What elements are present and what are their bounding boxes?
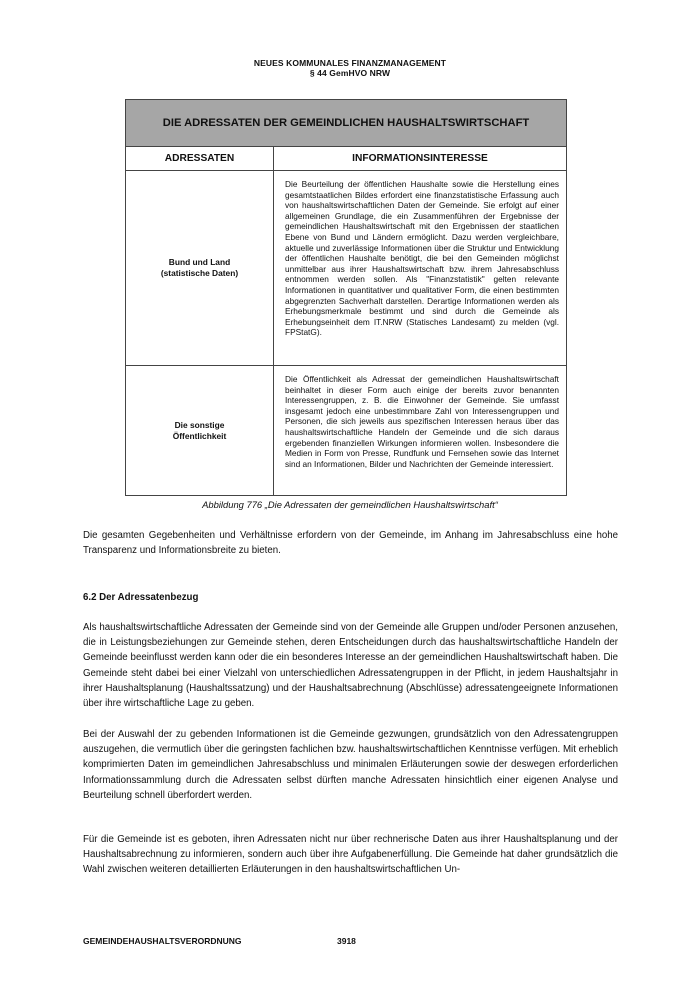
addressee-label-line-2: (statistische Daten) <box>160 268 239 278</box>
column-header-interest: INFORMATIONSINTERESSE <box>274 147 567 171</box>
addressee-label-line-1: Die sonstige <box>174 419 225 430</box>
header-line-2: § 44 GemHVO NRW <box>309 68 391 78</box>
page-header <box>0 58 700 78</box>
addressee-label-line-1: Bund und Land <box>168 257 231 267</box>
interest-text: Die Öffentlichkeit als Adressat der gemeindlichen Haushaltswirtschaft beinhaltet in dieser Form auch einige der bereits zuvor benannten Interessengruppen, z. B. die Einwohner der Gemeinde. Sie umfasst insgesamt jedoch eine unbestimmbare Zahl von Interessengruppen und Personen, die sich jeweils aus spezifischen Interessen heraus über das haushaltswirtschaftliche Handeln der Gemeinde und die sich daraus ergebenden finanziellen Wirkungen informieren wollen. Insbesondere die Medien in Form von Presse, Rundfunk und Fernsehen sowie das Internet sind an Informationen, Bilder und Nachrichten der Gemeinde interessiert. <box>285 374 559 469</box>
figure-caption: Abbildung 776 „Die Adressaten der gemeindlichen Haushaltswirtschaft“ <box>202 499 498 510</box>
addressee-label <box>126 366 274 496</box>
body-paragraph-1: Die gesamten Gegebenheiten und Verhältnisse erfordern von der Gemeinde, im Anhang im Jahresabschluss eine hohe Transparenz und Informationsbreite zu bieten. <box>83 530 618 557</box>
table-row <box>126 171 567 366</box>
addressee-label-line-2: Öffentlichkeit <box>172 430 227 441</box>
column-header-addressees: ADRESSATEN <box>126 147 274 171</box>
body-paragraph-2: Als haushaltswirtschaftliche Adressaten der Gemeinde sind von der Gemeinde alle Gruppen und/oder Personen anzusehen, die in Leistungsbeziehungen zur Gemeinde stehen, deren Entscheidungen durch das haushaltswirtschaftliche Handeln der Gemeinde beeinflusst werden kann oder die ein besonderes Interesse an der gemeindlichen Haushaltswirtschaft haben. Die Gemeinde steht dabei bei einer Vielzahl von unterschiedlichen Adressatengruppen in der Pflicht, in jedem Haushaltsjahr in ihrer Haushaltsplanung (Haushaltssatzung) und der Haushaltsabrechnung (Abschlüsse) adressatengeeignete Informationen über ihre wirtschaftliche Lage zu geben. <box>83 622 618 710</box>
body-paragraph-4: Für die Gemeinde ist es geboten, ihren Adressaten nicht nur über rechnerische Daten aus ihrer Haushaltsplanung und der Haushaltsabrechnung zu informieren, sondern auch über ihre Aufgabenerfüllung. Die Gemeinde hat daher grundsätzlich die Wahl zwischen weiteren detaillierten Erläuterungen in den haushaltswirtschaftlichen Un- <box>83 834 618 876</box>
footer-title: GEMEINDEHAUSHALTSVERORDNUNG <box>83 936 242 946</box>
addressees-table <box>125 99 567 496</box>
interest-cell <box>274 366 567 496</box>
section-heading: 6.2 Der Adressatenbezug <box>83 592 199 603</box>
header-line-1: NEUES KOMMUNALES FINANZMANAGEMENT <box>253 58 447 68</box>
interest-cell <box>274 171 567 366</box>
page-number: 3918 <box>337 936 356 946</box>
body-paragraph-3: Bei der Auswahl der zu gebenden Informationen ist die Gemeinde gezwungen, grundsätzlich von den Adressatengruppen auszugehen, die vermutlich über die geringsten fachlichen bzw. haushaltswirtschaftlichen Kenntnisse verfügen. Mit erheblich komprimierten Daten im gemeindlichen Jahresabschluss und minimalen Erläuterungen sowie der deswegen erforderlichen Informationssammlung durch die Adressaten selbst dürften manche Adressaten hinsichtlich einer eigenen Analyse und Beurteilung schnell überfordert werden. <box>83 729 618 801</box>
addressee-label <box>126 171 274 366</box>
table-row <box>126 366 567 496</box>
table-title: DIE ADRESSATEN DER GEMEINDLICHEN HAUSHALTSWIRTSCHAFT <box>126 100 567 147</box>
interest-text: Die Beurteilung der öffentlichen Haushalte sowie die Herstellung eines gesamtstaatlichen Bildes erfordert eine finanzstatistische Erfassung auch von haushaltswirtschaftlichen Daten der Gemeinde. Sie erfolgt auf einer allgemeinen Grundlage, die ein Zusammenführen der Ergebnisse der gemeindlichen Haushaltswirtschaft mit den Ergebnissen der staatlichen Ebene von Bund und Ländern ermöglicht. Dazu werden vergleichbare, aktuelle und zuverlässige Informationen über die Struktur und Entwicklung der öffentlichen Haushalte benötigt, die bei den Gemeinden möglichst unmittelbar aus ihrer Haushaltswirtschaft bzw. ihrem Jahresabschluss entnommen werden sollen. Als "Finanzstatistik" gelten relevante Informationen in quantitativer und qualitativer Form, die einen bestimmten abgegrenzten Sachverhalt darstellen. Derartige Informationen werden als Erhebungsmerkmale bestimmt und sind durch die Gemeinde als Erhebungseinheit dem IT.NRW (Statisches Landesamt) zu melden (vgl. FPStatG). <box>285 179 559 338</box>
